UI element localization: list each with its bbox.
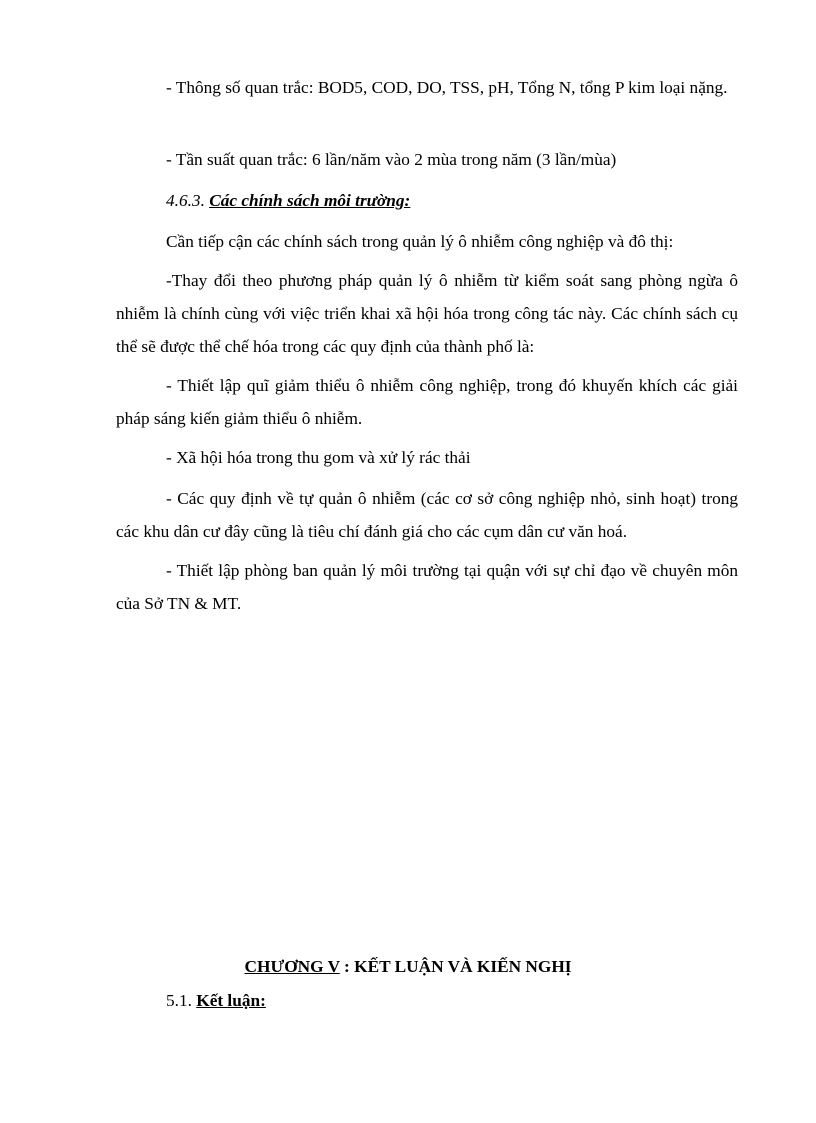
- section-heading: [166, 984, 266, 1017]
- paragraph-monitoring-frequency: - Tần suất quan trắc: 6 lần/năm vào 2 mùa trong năm (3 lần/mùa): [166, 150, 617, 169]
- paragraph-department: - Thiết lập phòng ban quản lý môi trường tại quận với sự chỉ đạo về chuyên môn của Sở TN & MT.: [116, 561, 738, 613]
- subsection-title: Các chính sách môi trường:: [209, 191, 411, 210]
- paragraph-waste-socialization: - Xã hội hóa trong thu gom và xử lý rác thải: [166, 448, 471, 467]
- paragraph-monitoring-parameters: - Thông số quan trắc: BOD5, COD, DO, TSS, pH, Tổng N, tổng P kim loại nặng.: [166, 78, 728, 97]
- chapter-heading: [0, 950, 816, 983]
- paragraph-policy-change: -Thay đổi theo phương pháp quản lý ô nhiễm từ kiểm soát sang phòng ngừa ô nhiễm là chính cùng với việc triển khai xã hội hóa trong công tác này. Các chính sách cụ thể sẽ được thể chế hóa trong các quy định của thành phố là:: [116, 271, 738, 356]
- section-number: 5.1.: [166, 991, 197, 1010]
- subsection-heading: [166, 184, 410, 217]
- chapter-label: CHƯƠNG V: [244, 957, 340, 976]
- chapter-separator: :: [339, 957, 355, 976]
- paragraph-fund: - Thiết lập quĩ giảm thiểu ô nhiễm công nghiệp, trong đó khuyến khích các giải pháp sáng kiến giảm thiểu ô nhiễm.: [116, 376, 738, 428]
- section-title: Kết luận:: [196, 991, 266, 1010]
- subsection-number: 4.6.3.: [166, 191, 210, 210]
- paragraph-self-management: - Các quy định về tự quản ô nhiễm (các cơ sở công nghiệp nhỏ, sinh hoạt) trong các khu dân cư đây cũng là tiêu chí đánh giá cho các cụm dân cư văn hoá.: [116, 489, 738, 541]
- chapter-title: KẾT LUẬN VÀ KIẾN NGHỊ: [354, 957, 572, 976]
- paragraph-policy-intro: Cần tiếp cận các chính sách trong quản lý ô nhiễm công nghiệp và đô thị:: [166, 232, 674, 251]
